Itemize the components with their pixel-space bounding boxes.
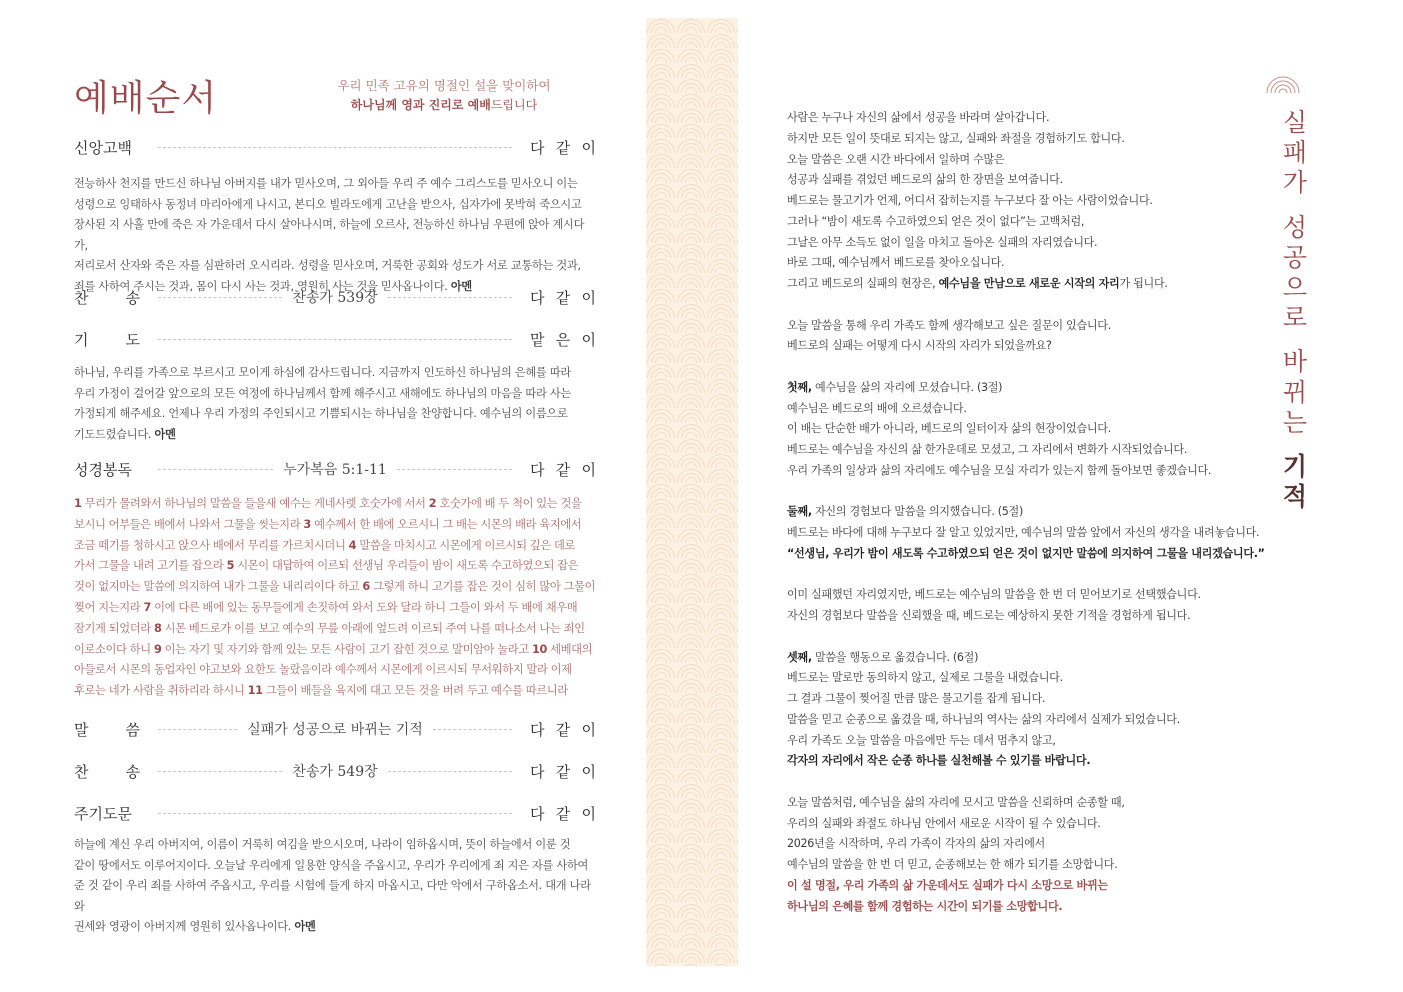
order-detail: 실패가 성공으로 바뀌는 기적 <box>247 722 423 738</box>
scripture-line: 잠기게 되었더라 8 시몬 베드로가 이를 보고 예수의 무릎 아래에 엎드려 이르되 주여 나를 떠나소서 나는 죄인 <box>74 621 585 635</box>
sermon-line: 각자의 자리에서 작은 순종 하나를 실천해볼 수 있기를 바랍니다. <box>787 754 1091 768</box>
prayer-text <box>74 363 596 445</box>
vertical-title-char: 뀌 <box>1282 377 1308 407</box>
vertical-title-char: 로 <box>1282 303 1308 333</box>
order-row <box>74 328 596 350</box>
sermon-line: 베드로는 물고기가 언제, 어디서 잡히는지를 누구보다 잘 아는 사람이었습니다. <box>787 194 1153 207</box>
order-row <box>74 136 596 158</box>
vertical-title-char: 패 <box>1282 138 1308 168</box>
paragraph-gap <box>787 627 1267 648</box>
sermon-line: 오늘 말씀을 통해 우리 가족도 함께 생각해보고 싶은 질문이 있습니다. <box>787 318 1111 332</box>
subtitle-line-1: 우리 민족 고유의 명절인 설을 맞이하여 <box>337 78 551 93</box>
order-row <box>74 802 596 824</box>
sermon-line: 오늘 말씀처럼, 예수님을 삶의 자리에 모시고 말씀을 신뢰하며 순종할 때, <box>787 795 1125 809</box>
verse-number: 5 <box>226 559 235 573</box>
order-leader: 다 같 이 <box>530 720 597 739</box>
dotted-leader <box>397 469 512 470</box>
text-line: 우리 가정이 걸어갈 앞으로의 모든 여정에 하나님께서 함께 해주시고 새해에도 하나님의 마음을 따라 사는 <box>74 386 571 400</box>
verse-number: 4 <box>348 538 357 552</box>
sermon-line: 그러나 “밤이 새도록 수고하였으되 얻은 것이 없다”는 고백처럼, <box>787 214 1085 228</box>
text-line: 장사된 지 사흘 만에 죽은 자 가운데서 다시 살아나시며, 하늘에 오르사, 전능하신 하나님 우편에 앉아 계시다가, <box>74 218 585 252</box>
sermon-line: 셋째, 말씀을 행동으로 옮겼습니다. (6절) <box>787 650 979 664</box>
text-line: 준 것 같이 우리 죄를 사하여 주옵시고, 우리를 시험에 들게 하지 마옵시고, 다만 악에서 구하옵소서. 대개 나라와 <box>74 879 591 913</box>
lords-prayer-amen: 아멘 <box>294 920 316 934</box>
page-subtitle <box>294 76 594 115</box>
paragraph-gap <box>787 482 1267 503</box>
order-leader: 맡 은 이 <box>530 330 596 349</box>
sermon-text <box>787 108 1267 917</box>
apostles-creed-text <box>74 174 596 298</box>
sermon-line: 오늘 말씀은 오랜 시간 바다에서 일하며 수많은 <box>787 152 1005 166</box>
order-leader: 다 같 이 <box>530 804 596 823</box>
sermon-line: 자신의 경험보다 말씀을 신뢰했을 때, 베드로는 예상하지 못한 기적을 경험하게 됩니다. <box>787 609 1191 622</box>
sermon-line: 우리의 실패와 좌절도 하나님 안에서 새로운 시작이 될 수 있습니다. <box>787 816 1101 830</box>
scripture-line: 아들로서 시몬의 동업자인 야고보와 요한도 놀랐음이라 예수께서 시몬에게 이르시되 무서워하지 말라 이제 <box>74 663 572 677</box>
verse-number: 2 <box>428 497 437 510</box>
vertical-title-char: 으 <box>1282 273 1308 303</box>
order-detail: 누가복음 5:1-11 <box>283 462 387 478</box>
creed-amen: 아멘 <box>450 279 472 293</box>
sermon-line: 2026년을 시작하며, 우리 가족이 각자의 삶의 자리에서 <box>787 837 1045 851</box>
text-line: 같이 땅에서도 이루어지이다. 오늘날 우리에게 일용한 양식을 주옵시고, 우리가 우리에게 죄 지은 자를 사하여 <box>74 858 589 872</box>
lords-prayer-text <box>74 835 596 938</box>
scripture-line: 1 무리가 몰려와서 하나님의 말씀을 들을새 예수는 게네사렛 호숫가에 서서 2 호숫가에 배 두 척이 있는 것을 <box>74 497 582 510</box>
sermon-line: 말씀을 믿고 순종으로 옮겼을 때, 하나님의 역사는 삶의 자리에서 실제가 되었습니다. <box>787 712 1180 726</box>
decorative-wave-strip <box>646 18 738 966</box>
vertical-title-char <box>1278 199 1312 213</box>
text-line: 성령으로 잉태하사 동정녀 마리아에게 나시고, 본디오 빌라도에게 고난을 받으사, 십자가에 못박혀 죽으시고 <box>74 197 582 211</box>
page-title: 예배순서 <box>74 78 218 119</box>
rainbow-arc-icon <box>1265 72 1301 94</box>
sermon-line: 그날은 아무 소득도 없이 일을 마치고 돌아온 실패의 자리였습니다. <box>787 235 1098 249</box>
paragraph-gap <box>787 565 1267 586</box>
verse-number: 1 <box>74 497 82 510</box>
subtitle-bold: 하나님께 영과 진리로 예배 <box>350 98 491 112</box>
order-label: 찬 송 <box>74 288 140 307</box>
subtitle-line-2 <box>294 95 594 115</box>
dotted-leader <box>158 771 282 772</box>
dotted-leader <box>158 147 512 148</box>
order-label: 말 씀 <box>74 720 140 739</box>
vertical-title-char <box>1278 333 1312 347</box>
dotted-leader <box>158 339 512 340</box>
vertical-sermon-title <box>1278 108 1312 512</box>
text-line: 저리로서 산자와 죽은 자를 심판하러 오시리라. 성령을 믿사오며, 거룩한 공회와 성도가 서로 교통하는 것과, <box>74 259 581 273</box>
order-detail: 찬송가 549장 <box>292 764 378 780</box>
sermon-line: 베드로는 예수님을 자신의 삶 한가운데로 모셨고, 그 자리에서 변화가 시작되었습니다. <box>787 443 1188 456</box>
text-line: 권세와 영광이 아버지께 영원히 있사옵나이다. <box>74 920 292 934</box>
scripture-line: 가서 그물을 내려 고기를 잡으라 5 시몬이 대답하여 이르되 선생님 우리들이 밤이 새도록 수고하였으되 잡은 <box>74 559 579 573</box>
sermon-line: 이 설 명절, 우리 가족의 삶 가운데서도 실패가 다시 소망으로 바뀌는 <box>787 878 1108 892</box>
scripture-line: 이로소이다 하니 9 이는 자기 및 자기와 함께 있는 모든 사람이 고기 잡힌 것으로 말미암아 놀라고 10 세베대의 <box>74 642 593 656</box>
vertical-title-char: 가 <box>1282 168 1308 198</box>
sermon-line: “선생님, 우리가 밤이 새도록 수고하였으되 얻은 것이 없지만 말씀에 의지하여 그물을 내리겠습니다.” <box>787 546 1265 560</box>
order-label: 주기도문 <box>74 804 132 823</box>
order-label: 신앙고백 <box>74 138 132 157</box>
order-label: 성경봉독 <box>74 460 132 479</box>
scripture-line: 것이 없지마는 말씀에 의지하여 내가 그물을 내리리이다 하고 6 그렇게 하니 고기를 잡은 것이 심히 많아 그물이 <box>74 580 596 594</box>
dotted-leader <box>158 729 237 730</box>
verse-number: 8 <box>153 621 162 635</box>
paragraph-gap <box>787 295 1267 316</box>
dotted-leader <box>158 469 273 470</box>
sermon-line: 그리고 베드로의 실패의 현장은, 예수님을 만남으로 새로운 시작의 자리가 됩니다. <box>787 277 1168 290</box>
verse-number: 6 <box>362 580 370 594</box>
sermon-line: 성공과 실패를 겪었던 베드로의 삶의 한 장면을 보여줍니다. <box>787 173 1063 187</box>
scripture-text <box>74 494 596 702</box>
subtitle-tail: 드립니다 <box>490 98 538 112</box>
sermon-line: 우리 가족의 일상과 삶의 자리에도 예수님을 모실 자리가 있는지 함께 돌아보면 좋겠습니다. <box>787 463 1212 477</box>
scripture-line: 조금 떼기를 청하시고 앉으사 배에서 무리를 가르치시더니 4 말씀을 마치시고 시몬에게 이르시되 깊은 데로 <box>74 538 576 552</box>
prayer-body <box>74 366 571 441</box>
sermon-line: 둘째, 자신의 경험보다 말씀을 의지했습니다. (5절) <box>787 505 1024 519</box>
vertical-title-char: 는 <box>1282 407 1308 437</box>
vertical-title-char <box>1278 438 1312 452</box>
verse-number: 3 <box>303 517 311 531</box>
order-leader: 다 같 이 <box>530 460 596 479</box>
text-line: 하나님, 우리를 가족으로 부르시고 모이게 하심에 감사드립니다. 지금까지 인도하신 하나님의 은혜를 따라 <box>74 366 571 379</box>
order-label: 기 도 <box>74 330 140 349</box>
creed-body <box>74 177 584 293</box>
vertical-title-char: 성 <box>1282 212 1308 242</box>
vertical-title-char: 기 <box>1282 452 1308 482</box>
text-line: 기도드렸습니다. <box>74 427 152 441</box>
verse-number: 7 <box>143 600 151 614</box>
text-line: 전능하사 천지를 만드신 하나님 아버지를 내가 믿사오며, 그 외아들 우리 주 예수 그리스도를 믿사오니 이는 <box>74 177 578 190</box>
prayer-amen: 아멘 <box>154 427 176 441</box>
sermon-line: 베드로의 실패는 어떻게 다시 시작의 자리가 되었을까요? <box>787 339 1052 353</box>
order-leader: 다 같 이 <box>530 762 596 781</box>
text-line: 죄를 사하여 주시는 것과, 몸이 다시 사는 것과, 영원히 사는 것을 믿사옵나이다. <box>74 279 448 293</box>
sermon-line: 베드로는 말로만 동의하지 않고, 실제로 그물을 내렸습니다. <box>787 671 1063 685</box>
sermon-line: 예수님은 베드로의 배에 오르셨습니다. <box>787 401 967 415</box>
paragraph-gap <box>787 357 1267 378</box>
dotted-leader <box>388 771 512 772</box>
scripture-line: 보시니 어부들은 배에서 나와서 그물을 씻는지라 3 예수께서 한 배에 오르시니 그 배는 시몬의 배라 육지에서 <box>74 517 582 531</box>
sermon-line: 예수님의 말씀을 한 번 더 믿고, 순종해보는 한 해가 되기를 소망합니다. <box>787 858 1118 871</box>
text-line: 하늘에 계신 우리 아버지여, 이름이 거룩히 여김을 받으시오며, 나라이 임하옵시며, 뜻이 하늘에서 이룬 것 <box>74 838 571 851</box>
order-label: 찬 송 <box>74 762 140 781</box>
sermon-line: 사람은 누구나 자신의 삶에서 성공을 바라며 살아갑니다. <box>787 111 1050 124</box>
vertical-title-char: 적 <box>1282 482 1308 512</box>
scripture-line: 후로는 네가 사람을 취하리라 하시니 11 그들이 배들을 육지에 대고 모든 것을 버려 두고 예수를 따르니라 <box>74 684 568 698</box>
order-row <box>74 458 596 480</box>
sermon-line: 우리 가족도 오늘 말씀을 마음에만 두는 데서 멈추지 않고, <box>787 733 1056 747</box>
sermon-line: 이 배는 단순한 배가 아니라, 베드로의 일터이자 삶의 현장이었습니다. <box>787 422 1111 436</box>
dotted-leader <box>158 813 512 814</box>
vertical-title-char: 공 <box>1282 242 1308 272</box>
verse-number: 11 <box>247 684 263 698</box>
scripture-line: 찢어 지는지라 7 이에 다른 배에 있는 동무들에게 손짓하여 와서 도와 달라 하니 그들이 와서 두 배에 채우매 <box>74 600 578 614</box>
order-leader: 다 같 이 <box>530 288 596 307</box>
lords-prayer-body <box>74 838 591 933</box>
sermon-line: 베드로는 바다에 대해 누구보다 잘 알고 있었지만, 예수님의 말씀 앞에서 자신의 생각을 내려놓습니다. <box>787 526 1260 539</box>
sermon-line: 바로 그때, 예수님께서 베드로를 찾아오십니다. <box>787 256 1005 270</box>
sermon-line: 첫째, 예수님을 삶의 자리에 모셨습니다. (3절) <box>787 380 1003 394</box>
sermon-line: 하지만 모든 일이 뜻대로 되지는 않고, 실패와 좌절을 경험하기도 합니다. <box>787 131 1125 145</box>
vertical-title-char: 실 <box>1282 108 1308 137</box>
dotted-leader <box>433 729 512 730</box>
text-line: 가정되게 해주세요. 언제나 우리 가정의 주인되시고 기쁨되시는 하나님을 찬양합니다. 예수님의 이름으로 <box>74 407 568 421</box>
order-row <box>74 760 596 782</box>
order-detail: 찬송가 539장 <box>292 290 378 306</box>
order-row <box>74 718 596 740</box>
verse-number: 9 <box>153 642 162 656</box>
sermon-line: 그 결과 그물이 찢어질 만큼 많은 물고기를 잡게 됩니다. <box>787 692 1046 705</box>
order-leader: 다 같 이 <box>530 138 596 157</box>
sermon-line: 하나님의 은혜를 함께 경험하는 시간이 되기를 소망합니다. <box>787 899 1063 913</box>
verse-number: 10 <box>532 642 547 656</box>
sermon-line: 이미 실패했던 자리였지만, 베드로는 예수님의 말씀을 한 번 더 믿어보기로 선택했습니다. <box>787 588 1201 602</box>
vertical-title-char: 바 <box>1282 347 1308 377</box>
paragraph-gap <box>787 772 1267 793</box>
